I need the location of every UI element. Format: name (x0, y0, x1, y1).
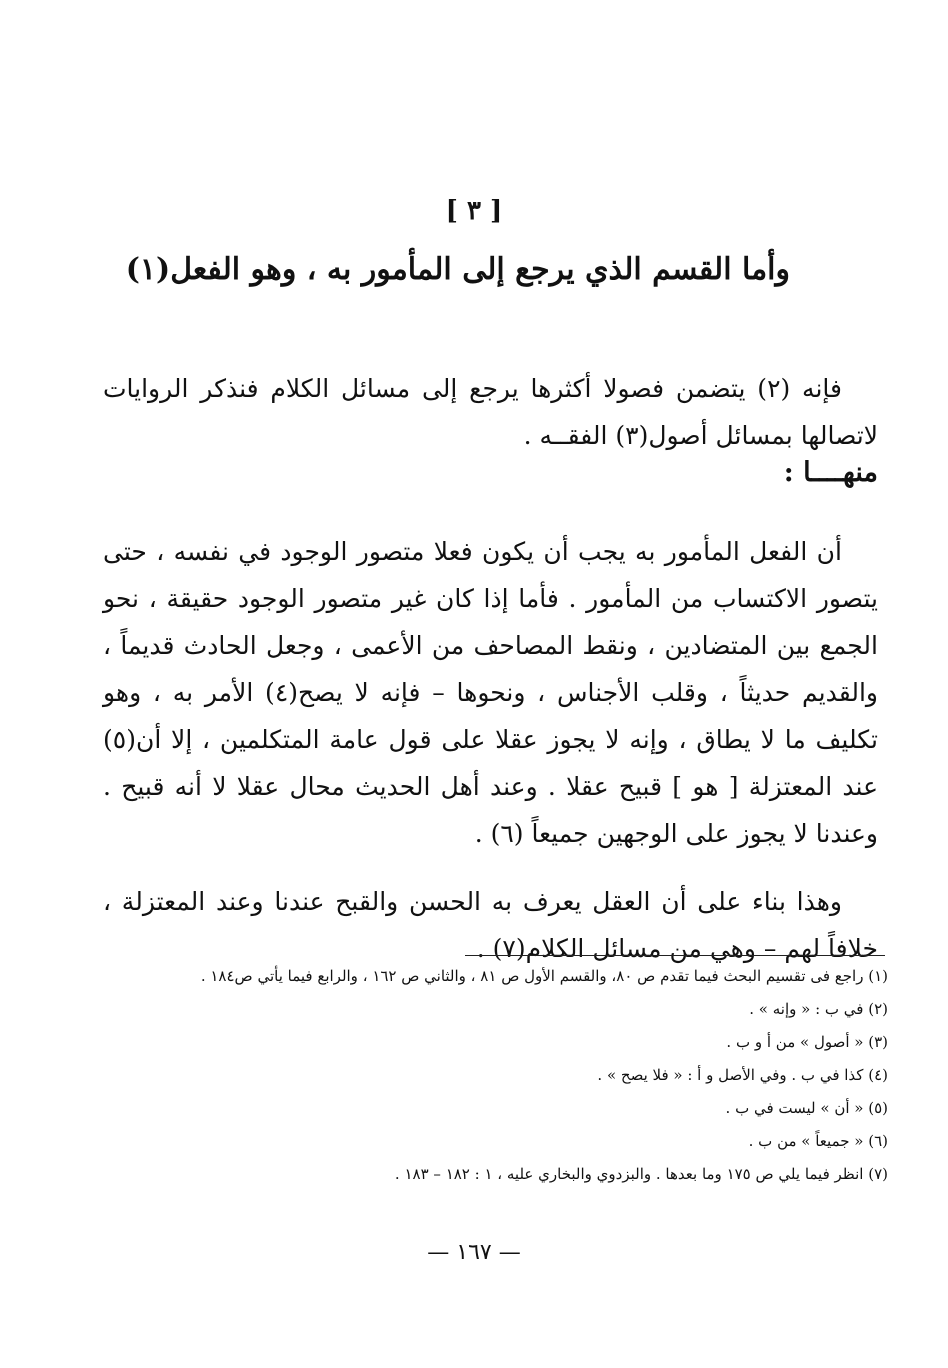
footnote-1: (١) راجع فى تقسيم البحث فيما تقدم ص ٨٠، والقسم الأول ص ٨١ ، والثاني ص ١٦٢ ، والرابع فيما يأتي ص١٨٤ . (200, 967, 888, 985)
footnotes-list (68, 960, 888, 1191)
footnote-divider (465, 955, 885, 956)
paragraph-conclusion: وهذا بناء على أن العقل يعرف به الحسن والقبح عندنا وعند المعتزلة ، خلافاً لهم – وهي من مسائل الكلام(٧) . (103, 887, 878, 963)
footnote-2: (٢) في ب : « وإنه » . (749, 1000, 888, 1018)
page-number: — ١٦٧ — (427, 1240, 521, 1265)
section-number: [ ٣ ] (445, 196, 503, 226)
section-title: وأما القسم الذي يرجع إلى المأمور به ، وهو الفعل(١) (125, 252, 790, 287)
footnote-4: (٤) كذا في ب . وفي الأصل و أ : « فلا يصح » . (597, 1066, 888, 1084)
paragraph-intro: فإنه (٢) يتضمن فصولا أكثرها يرجع إلى مسائل الكلام فنذكر الروايات لاتصالها بمسائل أصول(٣) الفقــه . (103, 374, 878, 450)
footnote-5: (٥) « أن » ليست في ب . (725, 1099, 888, 1117)
paragraph-main: أن الفعل المأمور به يجب أن يكون فعلا متصور الوجود في نفسه ، حتى يتصور الاكتساب من المأمور . فأما إذا كان غير متصور الوجود حقيقة ، نحو الجمع بين المتضادين ، ونقط المصاحف من الأعمى ، وجعل الحادث قديماً ، والقديم حديثاً ، وقلب الأجناس ، ونحوها – فإنه لا يصح(٤) الأمر به ، وهو تكليف ما لا يطاق ، وإنه لا يجوز عقلا على قول عامة المتكلمين ، إلا أن(٥) عند المعتزلة [ هو ] قبيح عقلا . وعند أهل الحديث محال عقلا لا أنه قبيح . وعندنا لا يجوز على الوجهين جميعاً (٦) . (103, 537, 879, 848)
subheading-minha: منهــــا : (783, 457, 878, 488)
footnote-7: (٧) انظر فيما يلي ص ١٧٥ وما بعدها . والبزدوي والبخاري عليه ، ١ : ١٨٢ – ١٨٣ . (394, 1165, 888, 1183)
footnote-6: (٦) « جميعاً » من ب . (748, 1132, 888, 1150)
footnote-3: (٣) « أصول » من أ و ب . (726, 1033, 888, 1051)
